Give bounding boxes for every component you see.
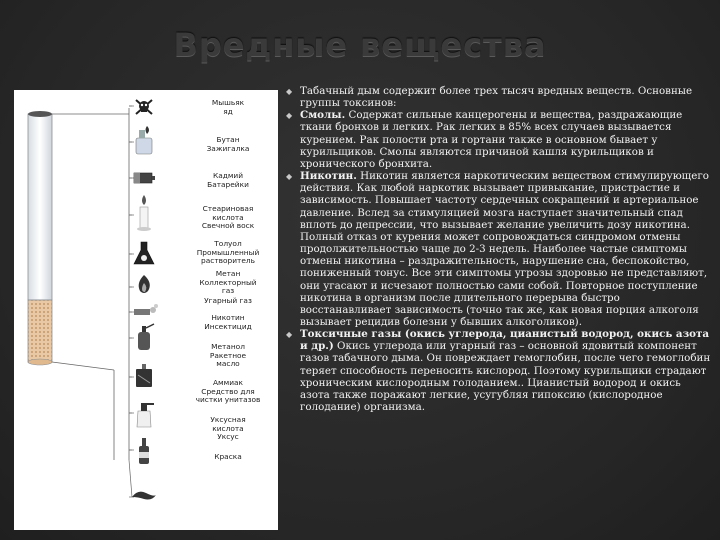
spray-bottle-icon: [137, 403, 154, 427]
slide-title: Вредные вещества: [173, 26, 547, 64]
insecticide-sprayer-icon: [138, 324, 154, 350]
branch-lines: [129, 106, 134, 497]
toxin-icons: [132, 100, 158, 500]
bullet-marker-icon: ◆: [286, 111, 293, 121]
bullet-marker-icon: ◆: [286, 330, 293, 340]
cigarette-filter: [28, 300, 52, 362]
toxin-label: Стеариновая кислота Свечной воск: [201, 204, 255, 231]
toxin-label: Мышьяк яд: [211, 98, 245, 116]
bullet-toxic-gases: ◆ Токсичные газы (окись углерода, цианистый водород, окись азота и др.) Окись углерода или угарный газ – основной ядовитый компонент газов табачного дыма. Он повреждает гемоглобин, после чего гемоглобин теряет способность переносить кислород. Поэтому курильщики страдают хроническим кислородным голоданием.. Цианистый водород и окись азота также поражают легкие, усугубляя гипоксию (кислородное голодание) организма.: [286, 328, 711, 414]
skull-crossbones-icon: [136, 100, 152, 114]
cigarette-diagram: [14, 90, 278, 530]
paint-smear-icon: [132, 492, 156, 500]
toxin-label: Угарный газ: [204, 296, 252, 305]
toxin-label: Аммиак Средство для чистки унитазов: [195, 378, 261, 405]
toxin-label: Толуол Промышленный растворитель: [196, 239, 260, 266]
bullet-marker-icon: ◆: [286, 87, 293, 96]
solvent-flask-icon: [134, 242, 154, 264]
bullet-tars: ◆ Смолы. Содержат сильные канцерогены и вещества, раздражающие ткани бронхов и легких. Рак легких в 85% всех случаев вызывается курением. Рак полости рта и гортани также в основном бывает у курильщиков. Смолы являются причиной кашля курильщиков и хронического бронхита.: [286, 109, 683, 170]
bullet-intro: ◆ Табачный дым содержит более трех тысяч вредных веществ. Основные группы токсинов:: [286, 85, 693, 110]
cigarette: [28, 111, 52, 365]
lighter-icon: [136, 126, 152, 154]
toxin-label: Никотин Инсектицид: [204, 313, 252, 331]
cigarette-paper: [28, 114, 52, 300]
toxin-label: Бутан Зажигалка: [206, 135, 250, 153]
flame-icon: [139, 275, 150, 293]
exhaust-pipe-icon: [134, 304, 158, 315]
cigarette-ash: [28, 111, 52, 117]
content-text: [286, 85, 712, 413]
toxin-label: Уксусная кислота Уксус: [210, 415, 246, 442]
vinegar-bottle-icon: [139, 438, 149, 464]
candle-icon: [137, 195, 151, 231]
branch-line: [129, 460, 132, 497]
toxin-label: Кадмий Батарейки: [207, 171, 249, 189]
toxin-label: Метан Коллекторный газ: [199, 269, 257, 296]
cigarette-toxins-illustration: [14, 90, 278, 530]
bullet-marker-icon: ◆: [286, 172, 293, 182]
connector-lines: [52, 108, 129, 460]
fuel-canister-icon: [136, 364, 152, 387]
battery-icon: [134, 173, 155, 183]
toxin-label: Краска: [214, 452, 242, 461]
bullet-nicotine: ◆ Никотин. Никотин является наркотическим веществом стимулирующего действия. Как любой наркотик вызывает привыкание, пристрастие и зависимость. Повышает частоту сердечных сокращений и артериальное давление. Вслед за стимуляцией мозга наступает значительный спад вплоть до депрессии, что вызывает желание увеличить дозу никотина. Полный отказ от курения может сопровождаться синдромом отмены продолжительностью чаще до 2-3 недель. Наиболее частые симптомы отмены никотина – раздражительность, нарушение сна, беспокойство, пониженный тонус. Все эти симптомы угрозы здоровью не представляют, они угасают и исчезают полностью сами собой. Повторное поступление никотина в организм после длительного перерыва быстро восстанавливает зависимость (точно так же, как новая порция алкоголя вызывает рецидив болезни у бывших алкоголиков).: [286, 170, 709, 328]
toxin-label: Метанол Ракетное масло: [209, 342, 247, 369]
